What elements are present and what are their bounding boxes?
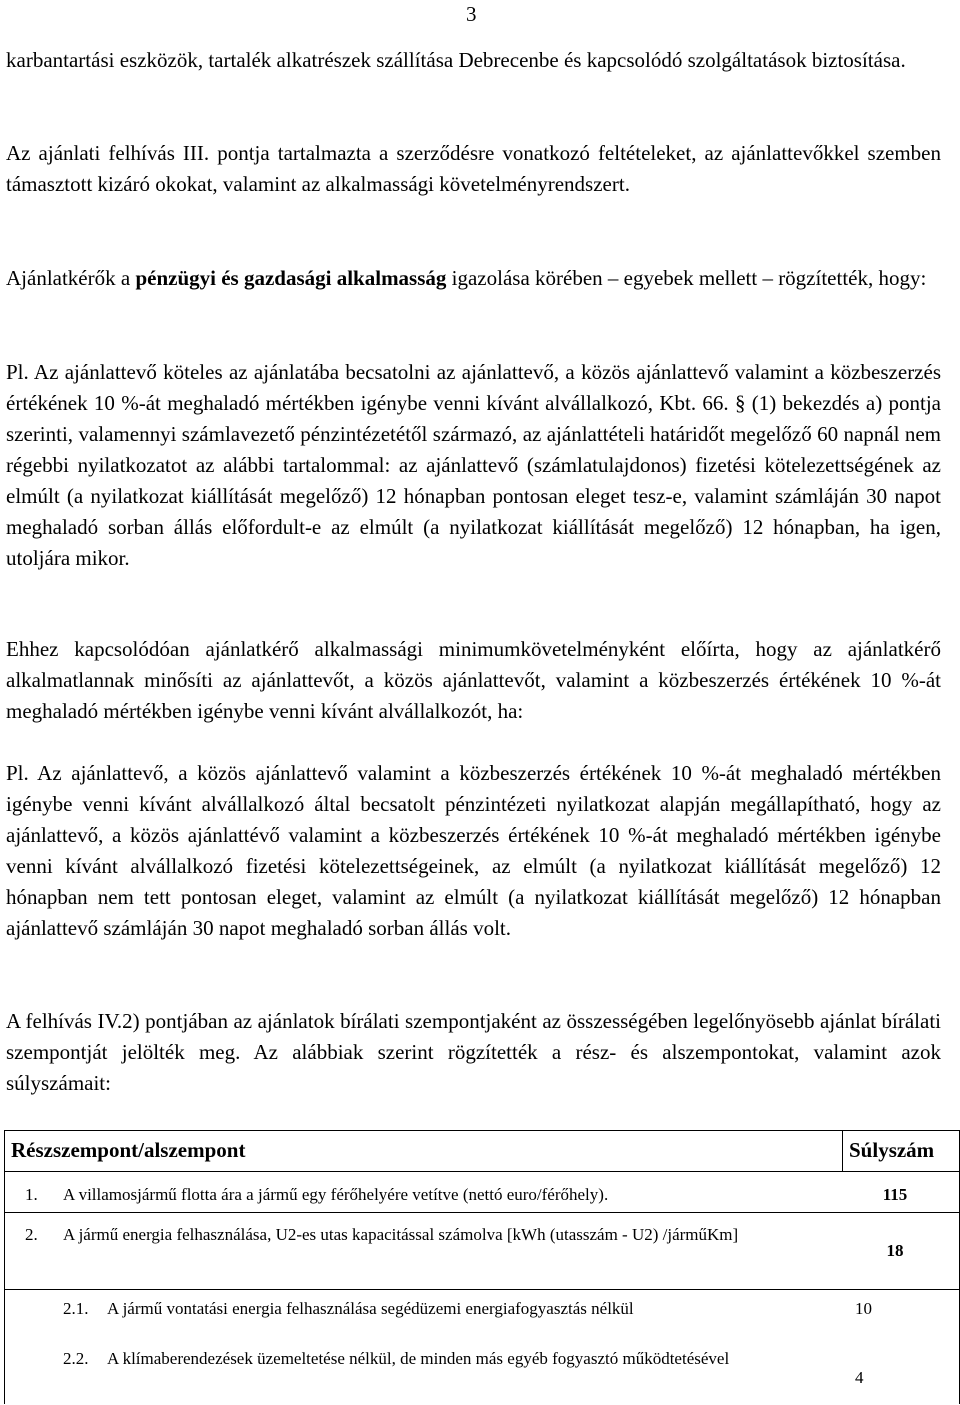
row-criterion: A villamosjármű flotta ára a jármű egy férőhelyére vetítve (nettó euro/férőhely). <box>63 1185 609 1204</box>
paragraph-1: karbantartási eszközök, tartalék alkatrészek szállítása Debrecenbe és kapcsolódó szolgáltatások biztosítása. <box>6 48 906 72</box>
table-row <box>5 1290 959 1337</box>
paragraph-2: Az ajánlati felhívás III. pontja tartalmazta a szerződésre vonatkozó feltételeket, az ajánlattevőkkel szemben támasztott kizáró okokat, valamint az alkalmassági követelményrendszert. <box>6 141 941 196</box>
row-number: 1. <box>25 1185 38 1204</box>
paragraph-3 <box>6 263 941 294</box>
paragraph-3-end: igazolása körében – egyebek mellett – rögzítették, hogy: <box>446 266 927 290</box>
row-weight: 115 <box>882 1185 908 1204</box>
row-weight: 4 <box>855 1368 864 1387</box>
row-number: 2.2. <box>63 1349 89 1368</box>
row-criterion: A jármű energia felhasználása, U2-es utas kapacitással számolva [kWh (utasszám - U2) /járműKm] <box>63 1225 739 1244</box>
table-row <box>5 1172 959 1213</box>
paragraph-5: Ehhez kapcsolódóan ajánlatkérő alkalmassági minimumkövetelményként előírta, hogy az ajánlatkérő alkalmatlannak minősíti az ajánlattevőt, a közös ajánlattevőt, valamint a közbeszerzés értékének 10 %-át meghaladó mértékben igénybe venni kívánt alvállalkozót, ha: <box>6 637 941 723</box>
row-weight: 10 <box>855 1299 872 1318</box>
paragraph-4: Pl. Az ajánlattevő köteles az ajánlatába becsatolni az ajánlattevő, a közös ajánlattevő valamint a közbeszerzés értékének 10 %-át meghaladó mértékben igénybe venni kívánt alvállalkozó, Kbt. 66. § (1) bekezdés a) pontja szerinti, valamennyi számlavezető pénzintézetétől származó, az ajánlattételi határidőt megelőző 60 napnál nem régebbi nyilatkozatot az alábbi tartalommal: az ajánlattevő (számlatulajdonos) fizetési kötelezettségének az elmúlt (a nyilatkozat kiállítását megelőző) 12 hónapban pontosan eleget tesz-e, valamint számláján 30 napot meghaladó sorban állás előfordult-e az elmúlt (a nyilatkozat kiállítását megelőző) 12 hónapban, ha igen, utoljára mikor. <box>6 360 941 570</box>
page-number: 3 <box>466 2 477 26</box>
row-criterion: A jármű vontatási energia felhasználása segédüzemi energiafogyasztás nélkül <box>107 1299 634 1318</box>
row-number: 2.1. <box>63 1299 89 1318</box>
row-criterion: A klímaberendezések üzemeltetése nélkül, de minden más egyéb fogyasztó működtetésével <box>107 1349 730 1368</box>
header-criterion: Részszempont/alszempont <box>11 1138 246 1162</box>
table-header-row <box>5 1131 959 1172</box>
table-row <box>5 1338 959 1405</box>
header-weight: Súlyszám <box>849 1138 935 1162</box>
criteria-table <box>4 1130 960 1404</box>
table-row <box>5 1213 959 1290</box>
financial-capacity-term: pénzügyi és gazdasági alkalmasság <box>135 266 447 290</box>
paragraph-3-start: Ajánlatkérők a <box>6 266 136 290</box>
column-divider <box>842 1131 843 1171</box>
paragraph-6: Pl. Az ajánlattevő, a közös ajánlattevő valamint a közbeszerzés értékének 10 %-át meghaladó mértékben igénybe venni kívánt alvállalkozó által becsatolt pénzintézeti nyilatkozat alapján megállapítható, hogy az ajánlattevő, a közös ajánlattévő valamint a közbeszerzés értékének 10 %-át meghaladó mértékben igénybe venni kívánt alvállalkozó fizetési kötelezettségeinek, az elmúlt (a nyilatkozat kiállítását megelőző) 12 hónapban nem tett pontosan eleget, valamint az elmúlt (a nyilatkozat kiállítását megelőző) 12 hónapban ajánlattevő számláján 30 napot meghaladó sorban állás volt. <box>6 761 941 940</box>
row-weight: 18 <box>886 1241 904 1260</box>
row-number: 2. <box>25 1225 38 1244</box>
paragraph-7: A felhívás IV.2) pontjában az ajánlatok bírálati szempontjaként az összességében legelőnyösebb ajánlat bírálati szempontját jelölték meg. Az alábbiak szerint rögzítették a rész- és alszempontokat, valamint azok súlyszámait: <box>6 1009 941 1095</box>
